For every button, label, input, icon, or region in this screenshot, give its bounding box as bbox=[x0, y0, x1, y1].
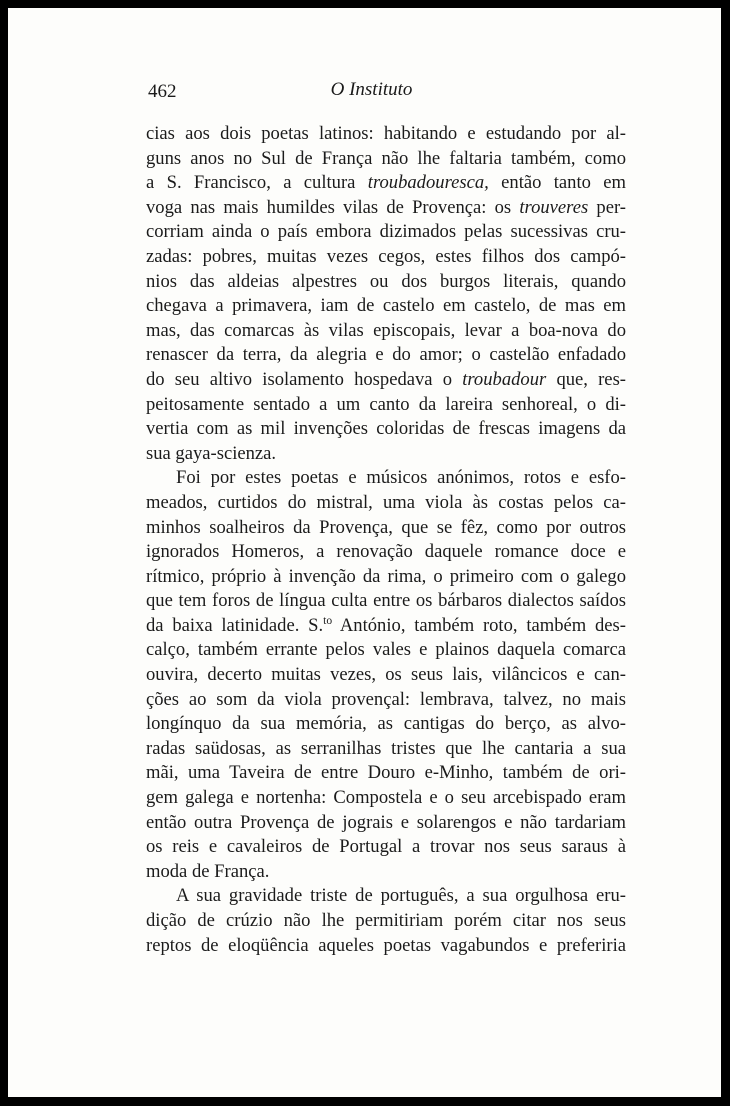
text-line: reptos de eloqüência aqueles poetas vagabundos e preferiria bbox=[146, 934, 626, 956]
text-line: A sua gravidade triste de português, a sua orgulhosa eru- bbox=[176, 885, 626, 907]
text-line: minhos soalheiros da Provença, que se fêz, como por outros bbox=[146, 516, 626, 538]
text-line: mas, das comarcas às vilas episcopais, levar a boa-nova do bbox=[146, 319, 626, 341]
text-line: ções ao som da viola provençal: lembrava, talvez, no mais bbox=[146, 688, 626, 710]
text-line: zadas: pobres, muitas vezes cegos, estes filhos dos campó- bbox=[146, 245, 626, 267]
text-line: mãi, uma Taveira de entre Douro e-Minho, também de ori- bbox=[146, 762, 626, 784]
text-line: renascer da terra, da alegria e do amor; o castelão enfadado bbox=[146, 344, 626, 366]
text-line: rítmico, próprio à invenção da rima, o primeiro com o galego bbox=[146, 565, 626, 587]
body-text bbox=[146, 122, 626, 958]
text-line: ignorados Homeros, a renovação daquele romance doce e bbox=[146, 541, 626, 563]
text-line: moda de França. bbox=[146, 860, 270, 882]
text-line: dição de crúzio não lhe permitiriam porém citar nos seus bbox=[146, 910, 626, 931]
text-line: radas saüdosas, as serranilhas tristes que lhe cantaria a sua bbox=[146, 737, 626, 759]
text-line: nios das aldeias alpestres ou dos burgos literais, quando bbox=[146, 270, 626, 292]
page-number: 462 bbox=[148, 81, 177, 102]
text-line: meados, curtidos do mistral, uma viola às costas pelos ca- bbox=[146, 491, 626, 513]
text-line: chegava a primavera, iam de castelo em castelo, de mas em bbox=[146, 295, 626, 317]
text-line: que tem foros de língua culta entre os bárbaros dialectos saídos bbox=[146, 590, 626, 612]
text-line: Foi por estes poetas e músicos anónimos, rotos e esfo- bbox=[176, 467, 626, 489]
text-line: gem galega e nortenha: Compostela e o seu arcebispado eram bbox=[146, 787, 626, 809]
paragraph-3 bbox=[146, 884, 626, 958]
text-line: cias aos dois poetas latinos: habitando e estudando por al- bbox=[146, 123, 626, 144]
text-line: calço, também errante pelos vales e plainos daquela comarca bbox=[146, 639, 626, 661]
text-line: guns anos no Sul de França não lhe faltaria também, como bbox=[146, 147, 626, 169]
text-line: da baixa latinidade. S.$^{to}$ António, também roto, também des- bbox=[146, 614, 626, 636]
running-title: O Instituto bbox=[330, 79, 413, 100]
text-line: do seu altivo isolamento hospedava o troubadour que, res- bbox=[146, 368, 626, 390]
book-page bbox=[8, 8, 721, 1097]
text-line: corriam ainda o país embora dizimados pelas sucessivas cru- bbox=[146, 221, 626, 243]
paragraph-1 bbox=[146, 122, 626, 466]
text-line: voga nas mais humildes vilas de Provença: os trouveres per- bbox=[146, 196, 626, 218]
text-line: ouvira, decerto muitas vezes, os seus lais, vilâncicos e can- bbox=[146, 664, 626, 686]
text-line: sua gaya-scienza. bbox=[146, 442, 277, 464]
paragraph-2 bbox=[146, 466, 626, 884]
text-line: a S. Francisco, a cultura troubadouresca, então tanto em bbox=[146, 172, 627, 194]
text-line: então outra Provença de jograis e solarengos e não tardariam bbox=[146, 811, 626, 833]
text-line: os reis e cavaleiros de Portugal a trovar nos seus saraus à bbox=[146, 836, 626, 858]
text-line: peitosamente sentado a um canto da lareira senhoreal, o di- bbox=[146, 393, 626, 415]
text-line: longínquo da sua memória, as cantigas do berço, as alvo- bbox=[146, 713, 626, 735]
text-line: vertia com as mil invenções coloridas de frescas imagens da bbox=[146, 418, 626, 440]
